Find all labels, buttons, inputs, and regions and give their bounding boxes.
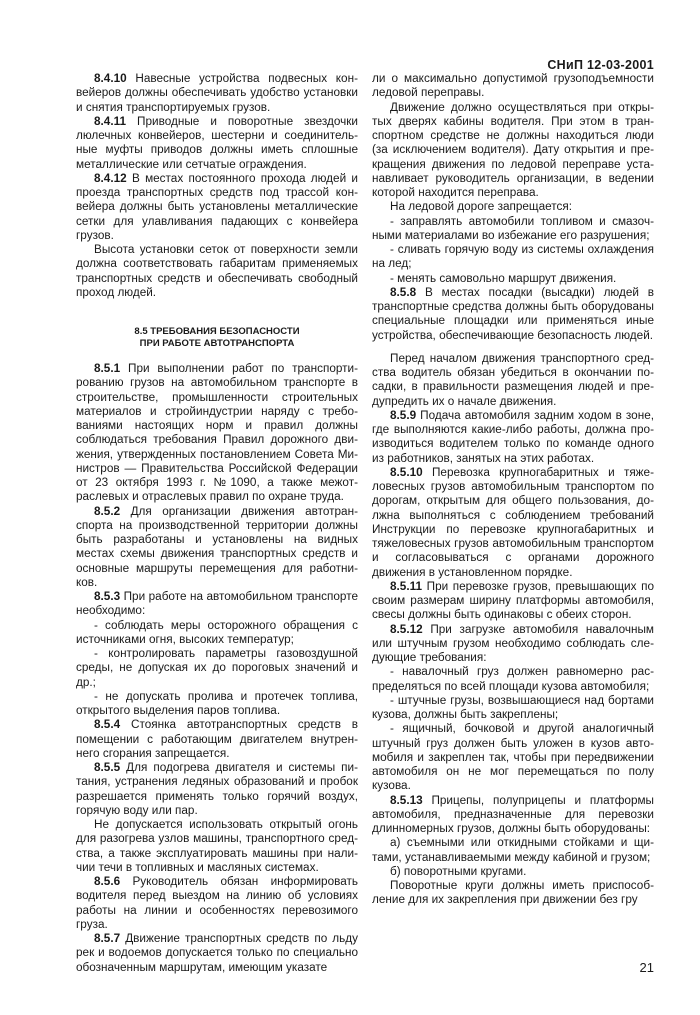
paragraph-text: Движение должно осуществляться при открытых дверях кабины водителя. При этом в транспортном средстве не должны находиться люди (за исключением водителя). Дату открытия и прекращения движения по ледовой переправе устанавливает руководитель организации, в ведении которой находится переправа. [372, 100, 654, 199]
list-item: - не допускать пролива и протечек топлива, открытого выделения паров топлива. [76, 689, 358, 717]
list-item: - ящичный, бочковой и другой аналогичный штучный груз должен быть уложен в кузов автомобиля и закреплен так, чтобы при передвижении автомобиля он не мог перемещаться по полу кузова. [372, 722, 654, 793]
paragraph-8-5-6: 8.5.6 Руководитель обязан информировать водителя перед выездом на линию об условиях работы на линии и особенностях перевозимого груза. [76, 875, 358, 931]
paragraph-8-5-8: 8.5.8 В местах посадки (высадки) людей в транспортные средства должны быть оборудованы специальные площадки или применяться иные устройства, обеспечивающие безопасность людей. [372, 285, 654, 342]
list-item: - контролировать параметры газовоздушной среды, не допуская их до пороговых значений и др.; [76, 647, 358, 689]
document-code: СНиП 12-03-2001 [547, 58, 654, 72]
page-number: 21 [639, 960, 654, 975]
paragraph-8-5-9: 8.5.9 Подача автомобиля задним ходом в зоне, где выполняются какие-либо работы, должна производиться водителем только по команде одного из работников, занятых на этих работах. [372, 408, 654, 465]
paragraph-text: Не допускается использовать открытый огонь для разогрева узлов машины, транспортного средства, а также эксплуатировать машины при наличии течи в топливных и масляных системах. [76, 818, 358, 874]
paragraph-text: На ледовой дороге запрещается: [390, 200, 573, 214]
paragraph-8-5-2: 8.5.2 Для организации движения автотранспорта на производственной территории должны быть разработаны и установлены на видных местах схемы движения транспортных средств и основные маршруты перемещения для работников. [76, 504, 358, 589]
paragraph-text: Перед началом движения транспортного средства водитель обязан убедиться в окончании посадки, в правильности размещения людей и предупредить их о начале движения. [372, 351, 654, 408]
list-item: - заправлять автомобили топливом и смазочными материалами во избежание его разрушения; [372, 214, 654, 242]
paragraph-8-5-4: 8.5.4 Стоянка автотранспортных средств в помещении с работающим двигателем внутреннего сгорания запрещается. [76, 718, 358, 760]
paragraph-8-5-11: 8.5.11 При перевозке грузов, превышающих по своим размерам ширину платформы автомобиля, свесы должны быть одинаковы с обеих сторон. [372, 579, 654, 622]
list-item: - сливать горячую воду из системы охлаждения на лед; [372, 243, 654, 271]
paragraph-8-5-13: 8.5.13 Прицепы, полуприцепы и платформы автомобиля, предназначенные для перевозки длинномерных грузов, должны быть оборудованы: [372, 793, 654, 835]
list-item: б) поворотными кругами. [390, 864, 527, 878]
list-item: - навалочный груз должен равномерно распределяться по всей площади кузова автомобиля; [372, 665, 654, 693]
list-item: - штучные грузы, возвышающиеся над бортами кузова, должны быть закреплены; [372, 693, 654, 721]
paragraph-text: Высота установки сеток от поверхности земли должна соответствовать габаритам применяемых транспортных средств и обеспечивать свободный проход людей. [76, 243, 358, 299]
list-item: а) съемными или откидными стойками и щитами, устанавливаемыми между кабиной и грузом; [372, 836, 654, 864]
paragraph-8-5-12: 8.5.12 При загрузке автомобиля навалочным или штучным грузом необходимо соблюдать следующие требования: [372, 622, 654, 664]
paragraph-8-4-11: 8.4.11 Приводные и поворотные звездочки люлечных конвейеров, шестерни и соединительные муфты приводов должны иметь сплошные металлические или сетчатые ограждения. [76, 114, 358, 171]
paragraph-text: Поворотные круги должны иметь приспособление для их закрепления при движении без гру [372, 879, 654, 907]
paragraph-8-5-10: 8.5.10 Перевозка крупногабаритных и тяжеловесных грузов автомобильным транспортом по дорогам, открытым для общего пользования, должна выполняться с соблюдением требований Инструкции по перевозке крупногабаритных и тяжеловесных грузов автомобильным транспортом и согласовываться с органами дорожного движения в установленном порядке. [372, 465, 654, 579]
left-column [76, 72, 358, 975]
paragraph-8-5-5: 8.5.5 Для подогрева двигателя и системы питания, устранения ледяных образований и пробок разрешается применять только горячий воздух, горячую воду или пар. [76, 761, 358, 817]
paragraph-continuation: ли о максимально допустимой грузоподъемности ледовой переправы. [372, 72, 654, 100]
paragraph-8-5-7: 8.5.7 Движение транспортных средств по льду рек и водоемов допускается только по специально обозначенным маршрутам, имеющим указате [76, 932, 358, 974]
paragraph-8-5-1: 8.5.1 При выполнении работ по транспортированию грузов на автомобильном транспорте в строительстве, промышленности строительных материалов и стройиндустрии наряду с требованиями настоящих норм и правил должны соблюдаться требования Правил дорожного движения, утвержденных постановлением Совета Министров — Правительства Российской Федерации от 23 октября 1993 г. №1090, а также межотраслевых и отраслевых правил по охране труда. [76, 362, 358, 504]
list-item: - менять самовольно маршрут движения. [390, 271, 617, 285]
right-column [372, 72, 654, 908]
paragraph-8-4-12: 8.4.12 В местах постоянного прохода людей и проезда транспортных средств под трассой конвейера должны быть установлены металлические сетки для улавливания падающих с конвейера грузов. [76, 171, 358, 242]
paragraph-8-4-10: 8.4.10 Навесные устройства подвесных конвейеров должны обеспечивать удобство установки и снятия транспортируемых грузов. [76, 72, 358, 114]
section-title: 8.5 ТРЕБОВАНИЯ БЕЗОПАСНОСТИ ПРИ РАБОТЕ АВТОТРАНСПОРТА [134, 326, 300, 349]
paragraph-8-5-3: 8.5.3 При работе на автомобильном транспорте необходимо: [76, 590, 358, 618]
list-item: - соблюдать меры осторожного обращения с источниками огня, высоких температур; [76, 618, 358, 646]
